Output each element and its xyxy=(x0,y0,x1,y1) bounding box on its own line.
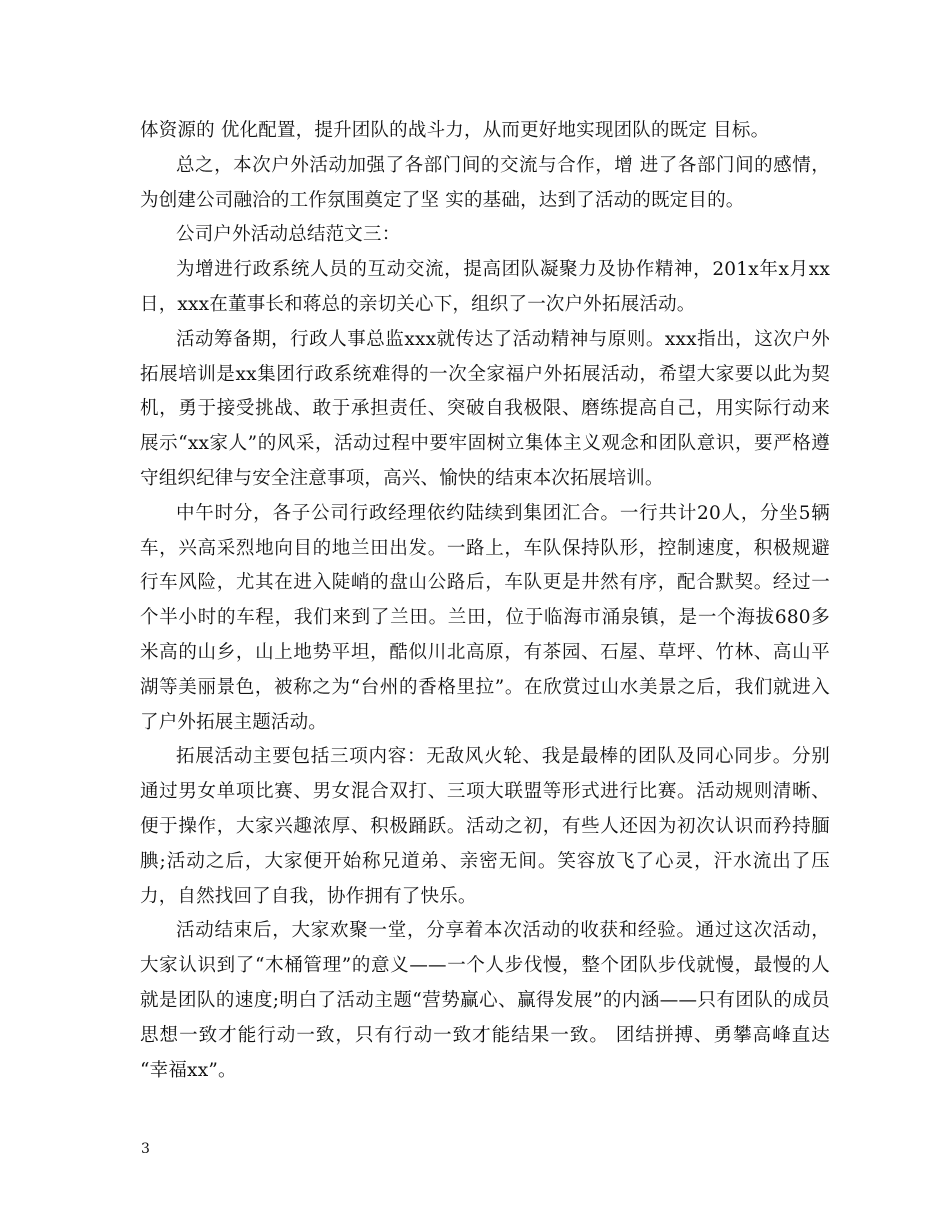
paragraph-conclusion: 活动结束后，大家欢聚一堂，分享着本次活动的收获和经验。通过这次活动，大家认识到了“木桶管理”的意义——一个人步伐慢，整个团队步伐就慢，最慢的人就是团队的速度;明白了活动主题“营势赢心、赢得发展”的内涵——只有团队的成员思想一致才能行动一致，只有行动一致才能结果一致。 团结拼搏、勇攀高峰直达 “幸福xx”。 xyxy=(140,920,830,1081)
page-number: 3 xyxy=(141,1141,150,1157)
paragraph-summary: 总之，本次户外活动加强了各部门间的交流与合作，增 进了各部门间的感情，为创建公司融洽的工作氛围奠定了坚 实的基础，达到了活动的既定目的。 xyxy=(140,154,830,211)
paragraph-journey: 中午时分，各子公司行政经理依约陆续到集团汇合。一行共计20人，分坐5辆车，兴高采烈地向目的地兰田出发。一路上，车队保持队形，控制速度，积极规避行车风险，尤其在进入陡峭的盘山公路后，车队更是井然有序，配合默契。经过一个半小时的车程，我们来到了兰田。兰田，位于临海市涌泉镇，是一个海拔680多米高的山乡，山上地势平坦，酷似川北高原，有茶园、石屋、草坪、竹林、高山平湖等美丽景色，被称之为“台州的香格里拉”。在欣赏过山水美景之后，我们就进入了户外拓展主题活动。 xyxy=(140,502,830,733)
paragraph-continuation: 体资源的 优化配置，提升团队的战斗力，从而更好地实现团队的既定 目标。 xyxy=(140,120,770,141)
paragraph-activities: 拓展活动主要包括三项内容：无敌风火轮、我是最棒的团队及同心同步。分别通过男女单项比赛、男女混合双打、三项大联盟等形式进行比赛。活动规则清晰、便于操作，大家兴趣浓厚、积极踊跃。活动之初，有些人还因为初次认识而矜持腼腆;活动之后，大家便开始称兄道弟、亲密无间。笑容放飞了心灵，汗水流出了压力，自然找回了自我，协作拥有了快乐。 xyxy=(140,746,830,907)
section-heading: 公司户外活动总结范文三： xyxy=(176,224,401,246)
paragraph-preparation: 活动筹备期，行政人事总监xxx就传达了活动精神与原则。xxx指出，这次户外拓展培训是xx集团行政系统难得的一次全家福户外拓展活动，希望大家要以此为契机，勇于接受挑战、敢于承担责任、突破自我极限、磨练提高自己，用实际行动来展示“xx家人”的风采，活动过程中要牢固树立集体主义观念和团队意识，要严格遵守组织纪律与安全注意事项，高兴、愉快的结束本次拓展培训。 xyxy=(140,328,830,489)
document-body xyxy=(140,114,830,1088)
paragraph-intro: 为增进行政系统人员的互动交流，提高团队凝聚力及协作精神，201x年x月xx日，xxx在董事长和蒋总的亲切关心下，组织了一次户外拓展活动。 xyxy=(140,259,830,315)
